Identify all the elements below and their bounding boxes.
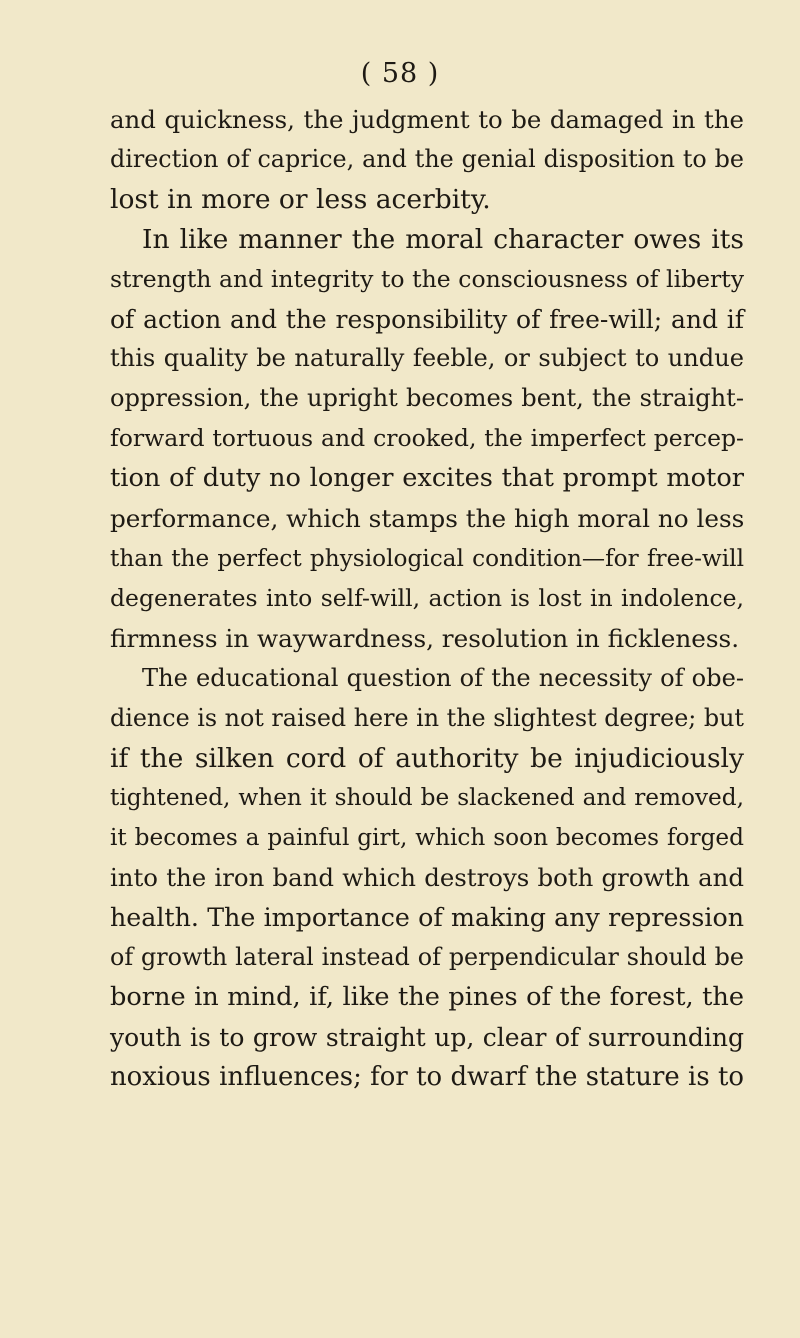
page-number: ( 58 ): [360, 58, 440, 89]
text-line: borne in mind, if, like the pines of the forest, the: [110, 981, 744, 1012]
text-line: health. The importance of making any repression: [110, 903, 744, 933]
text-line: than the perfect physiological condition—for free-will: [110, 544, 744, 572]
text-line: of growth lateral instead of perpendicular should be: [110, 943, 744, 972]
text-line: into the iron band which destroys both growth and: [110, 863, 744, 893]
text-line: if the silken cord of authority be injudiciously: [110, 742, 744, 774]
text-line: strength and integrity to the consciousness of liberty: [110, 264, 744, 293]
text-line: dience is not raised here in the slightest degree; but: [110, 703, 744, 732]
text-line: this quality be naturally feeble, or subject to undue: [110, 344, 744, 373]
text-line: lost in more or less acerbity.: [110, 183, 491, 215]
text-line: noxious influences; for to dwarf the stature is to: [110, 1061, 744, 1092]
text-line: degenerates into self-will, action is lost in indolence,: [110, 583, 744, 612]
text-line: firmness in waywardness, resolution in fickleness.: [110, 623, 740, 653]
text-line: it becomes a painful girt, which soon becomes forged: [110, 824, 744, 852]
body-text: [110, 100, 744, 1098]
text-line: youth is to grow straight up, clear of surrounding: [110, 1022, 744, 1052]
text-line: tightened, when it should be slackened and removed,: [110, 784, 744, 812]
text-line: forward tortuous and crooked, the imperfect percep-: [110, 424, 744, 453]
text-line: performance, which stamps the high moral no less: [110, 504, 745, 534]
text-line: direction of caprice, and the genial disposition to be: [110, 144, 744, 173]
text-line: oppression, the upright becomes bent, the straight-: [110, 384, 744, 413]
text-line: In like manner the moral character owes its: [142, 223, 744, 255]
text-line: The educational question of the necessity of obe-: [142, 663, 744, 692]
text-line: of action and the responsibility of free-will; and if: [110, 304, 744, 334]
text-line: tion of duty no longer excites that prompt motor: [110, 463, 744, 494]
text-line: and quickness, the judgment to be damaged in the: [110, 105, 744, 134]
